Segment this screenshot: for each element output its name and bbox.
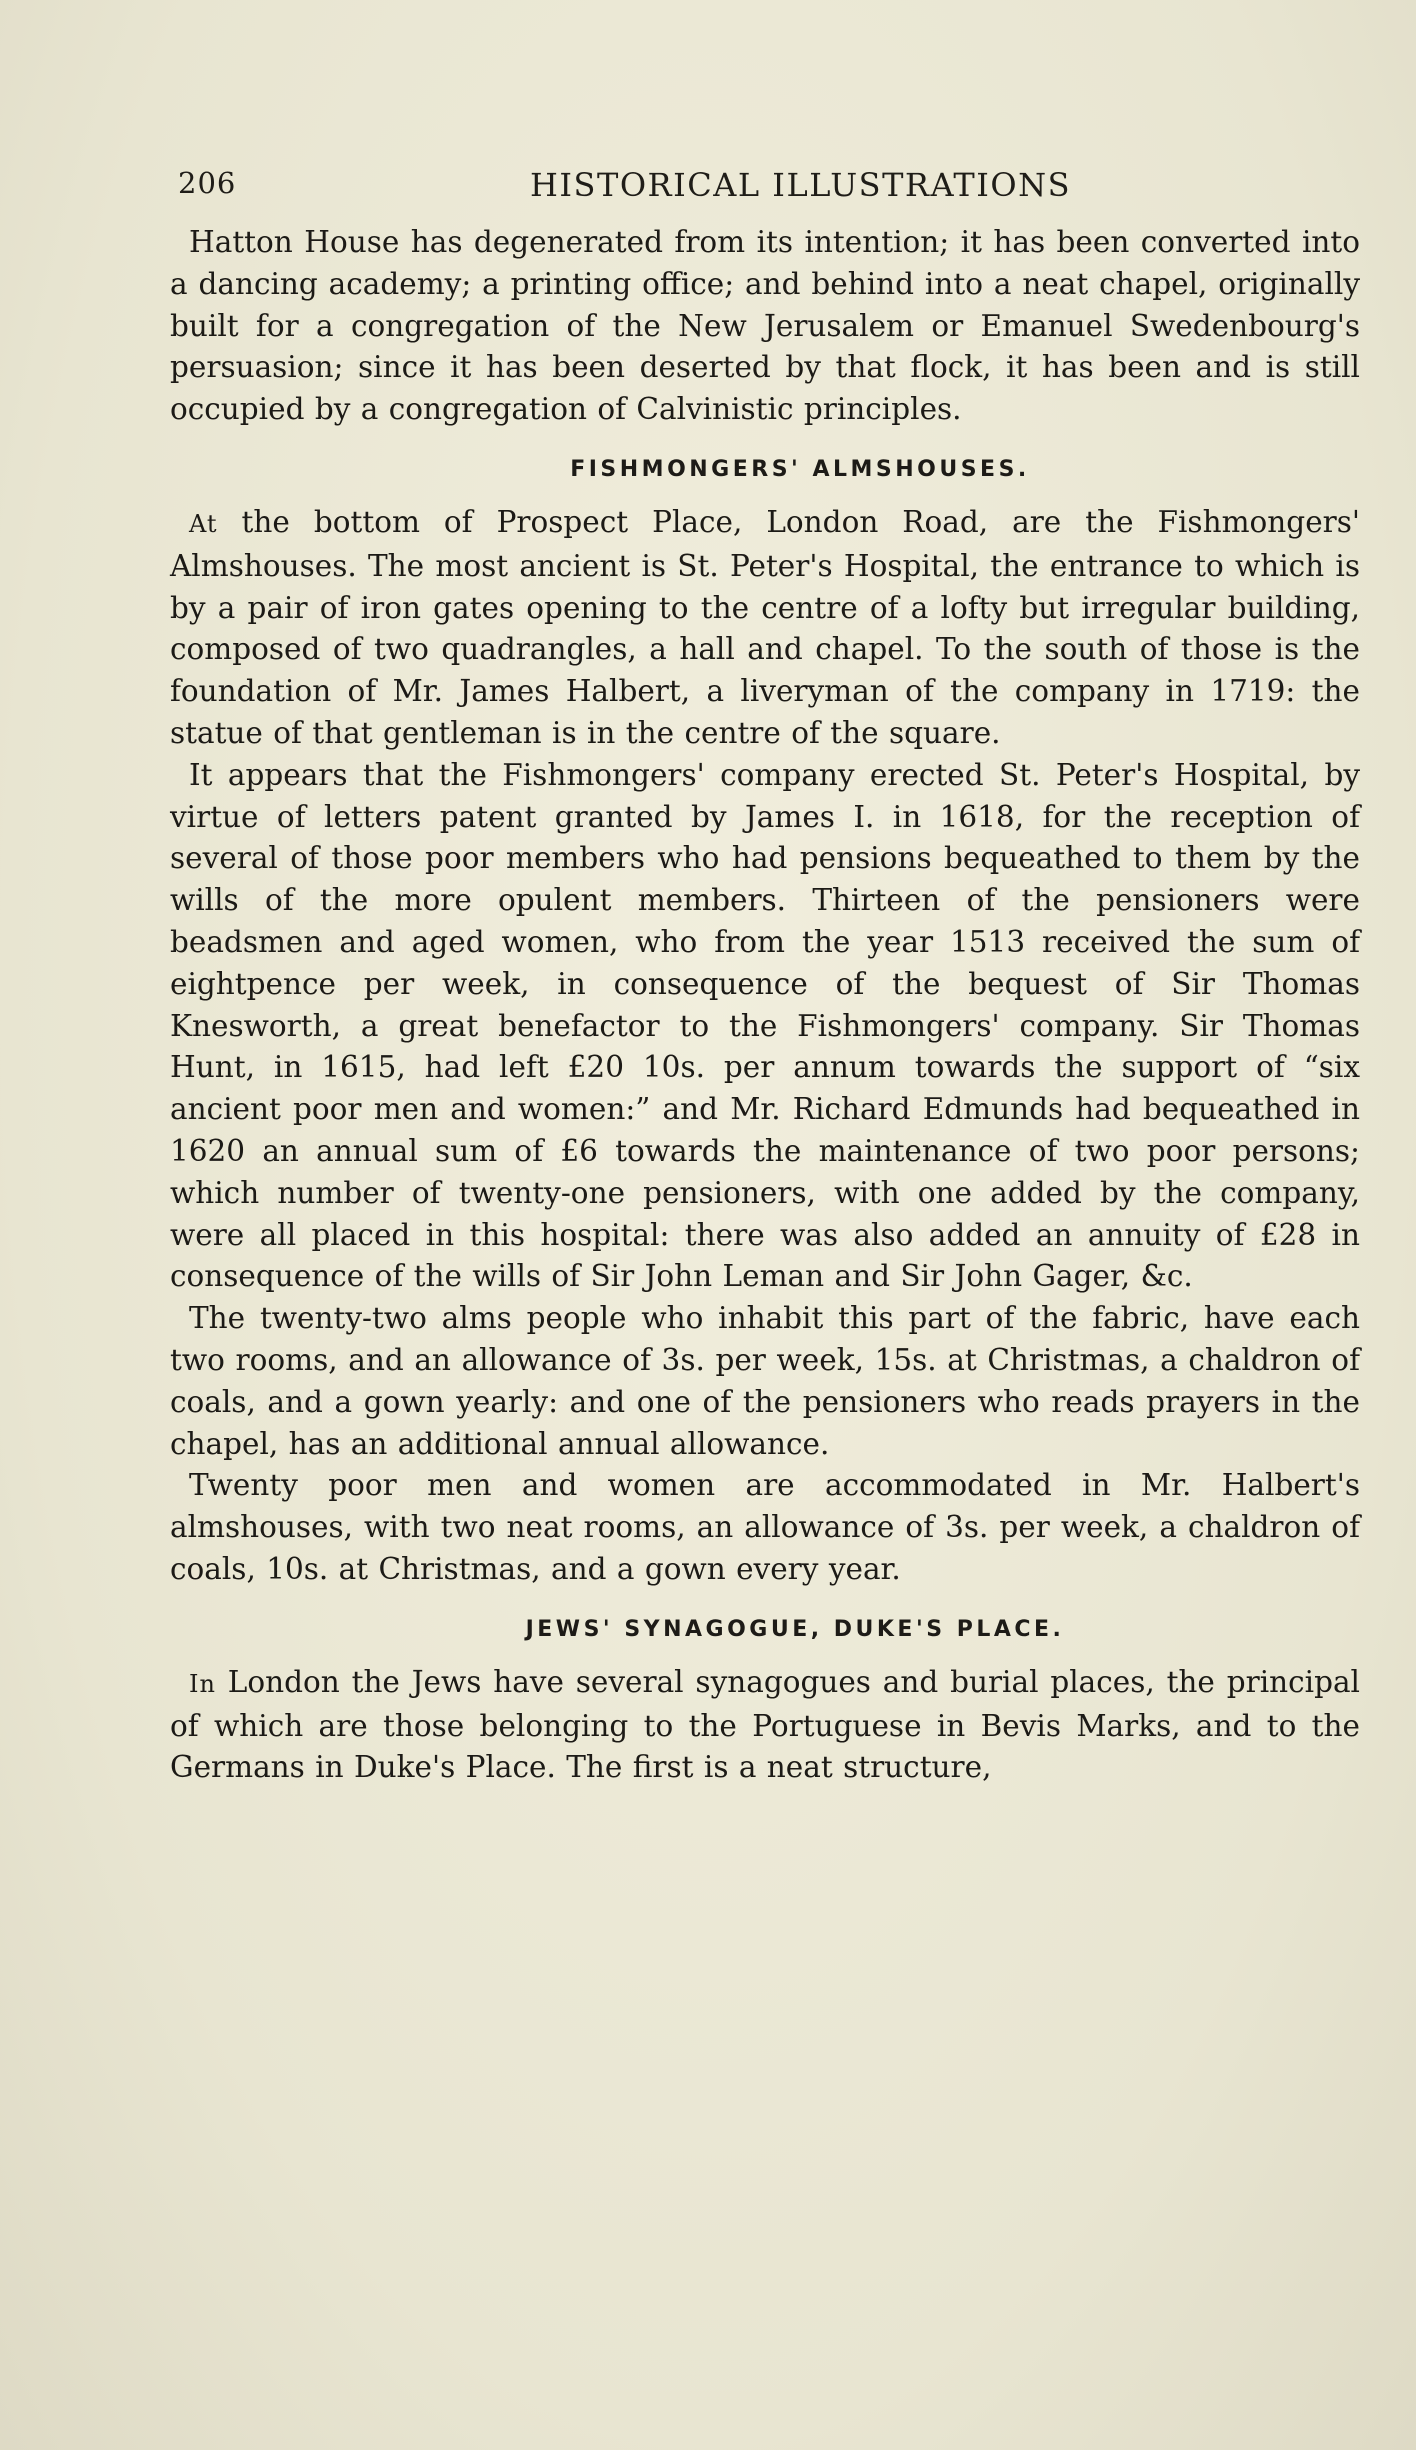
section-heading-fishmongers: FISHMONGERS' ALMSHOUSES. xyxy=(570,456,1030,482)
page-header xyxy=(178,166,1072,210)
small-caps-opening: In xyxy=(189,1669,216,1698)
paragraph-halbert-almshouses: Twenty poor men and women are accommodated in Mr. Halbert's almshouses, with two neat rooms, an allowance of 3s. per week, a chaldron of coals, 10s. at Christmas, and a gown every year. xyxy=(170,1468,1360,1586)
running-title: HISTORICAL ILLUSTRATIONS xyxy=(530,166,1072,204)
page-number: 206 xyxy=(178,166,237,200)
paragraph-text: London the Jews have several synagogues and burial places, the principal of which are those belonging to the Portuguese in Bevis Marks, and to the Germans in Duke's Place. The first is a neat structure, xyxy=(170,1664,1360,1785)
paragraph-fishmongers-intro xyxy=(170,502,1360,755)
body-text xyxy=(170,222,1360,1789)
section-heading-synagogue: JEWS' SYNAGOGUE, DUKE'S PLACE. xyxy=(525,1616,1065,1642)
paragraph-hatton-house: Hatton House has degenerated from its intention; it has been converted into a dancing academy; a printing office; and behind into a neat chapel, originally built for a congregation of the New Jerusalem or Emanuel Swedenbourg's persuasion; since it has been deserted by that flock, it has been and is still occupied by a congregation of Calvinistic principles. xyxy=(170,225,1360,427)
paragraph-text: the bottom of Prospect Place, London Road, are the Fishmongers' Almshouses. The most ancient is St. Peter's Hospital, the entrance to which is by a pair of iron gates opening to the centre of a lofty but irregular building, composed of two quadrangles, a hall and chapel. To the south of those is the foundation of Mr. James Halbert, a liveryman of the company in 1719: the statue of that gentleman is in the centre of the square. xyxy=(170,504,1360,750)
paragraph-jews-synagogues xyxy=(170,1662,1360,1789)
small-caps-opening: At xyxy=(189,509,218,538)
paragraph-st-peters-hospital: It appears that the Fishmongers' company erected St. Peter's Hospital, by virtue of letters patent granted by James I. in 1618, for the reception of several of those poor members who had pensions bequeathed to them by the wills of the more opulent members. Thirteen of the pensioners were beadsmen and aged women, who from the year 1513 received the sum of eightpence per week, in consequence of the bequest of Sir Thomas Knesworth, a great benefactor to the Fishmongers' company. Sir Thomas Hunt, in 1615, had left £20 10s. per annum towards the support of “six ancient poor men and women:” and Mr. Richard Edmunds had bequeathed in 1620 an annual sum of £6 towards the maintenance of two poor persons; which number of twenty-one pensioners, with one added by the company, were all placed in this hospital: there was also added an annuity of £28 in consequence of the wills of Sir John Leman and Sir John Gager, &c. xyxy=(170,757,1360,1294)
paragraph-alms-people: The twenty-two alms people who inhabit this part of the fabric, have each two rooms, and an allowance of 3s. per week, 15s. at Christmas, a chaldron of coals, and a gown yearly: and one of the pensioners who reads prayers in the chapel, has an additional annual allowance. xyxy=(170,1301,1360,1461)
